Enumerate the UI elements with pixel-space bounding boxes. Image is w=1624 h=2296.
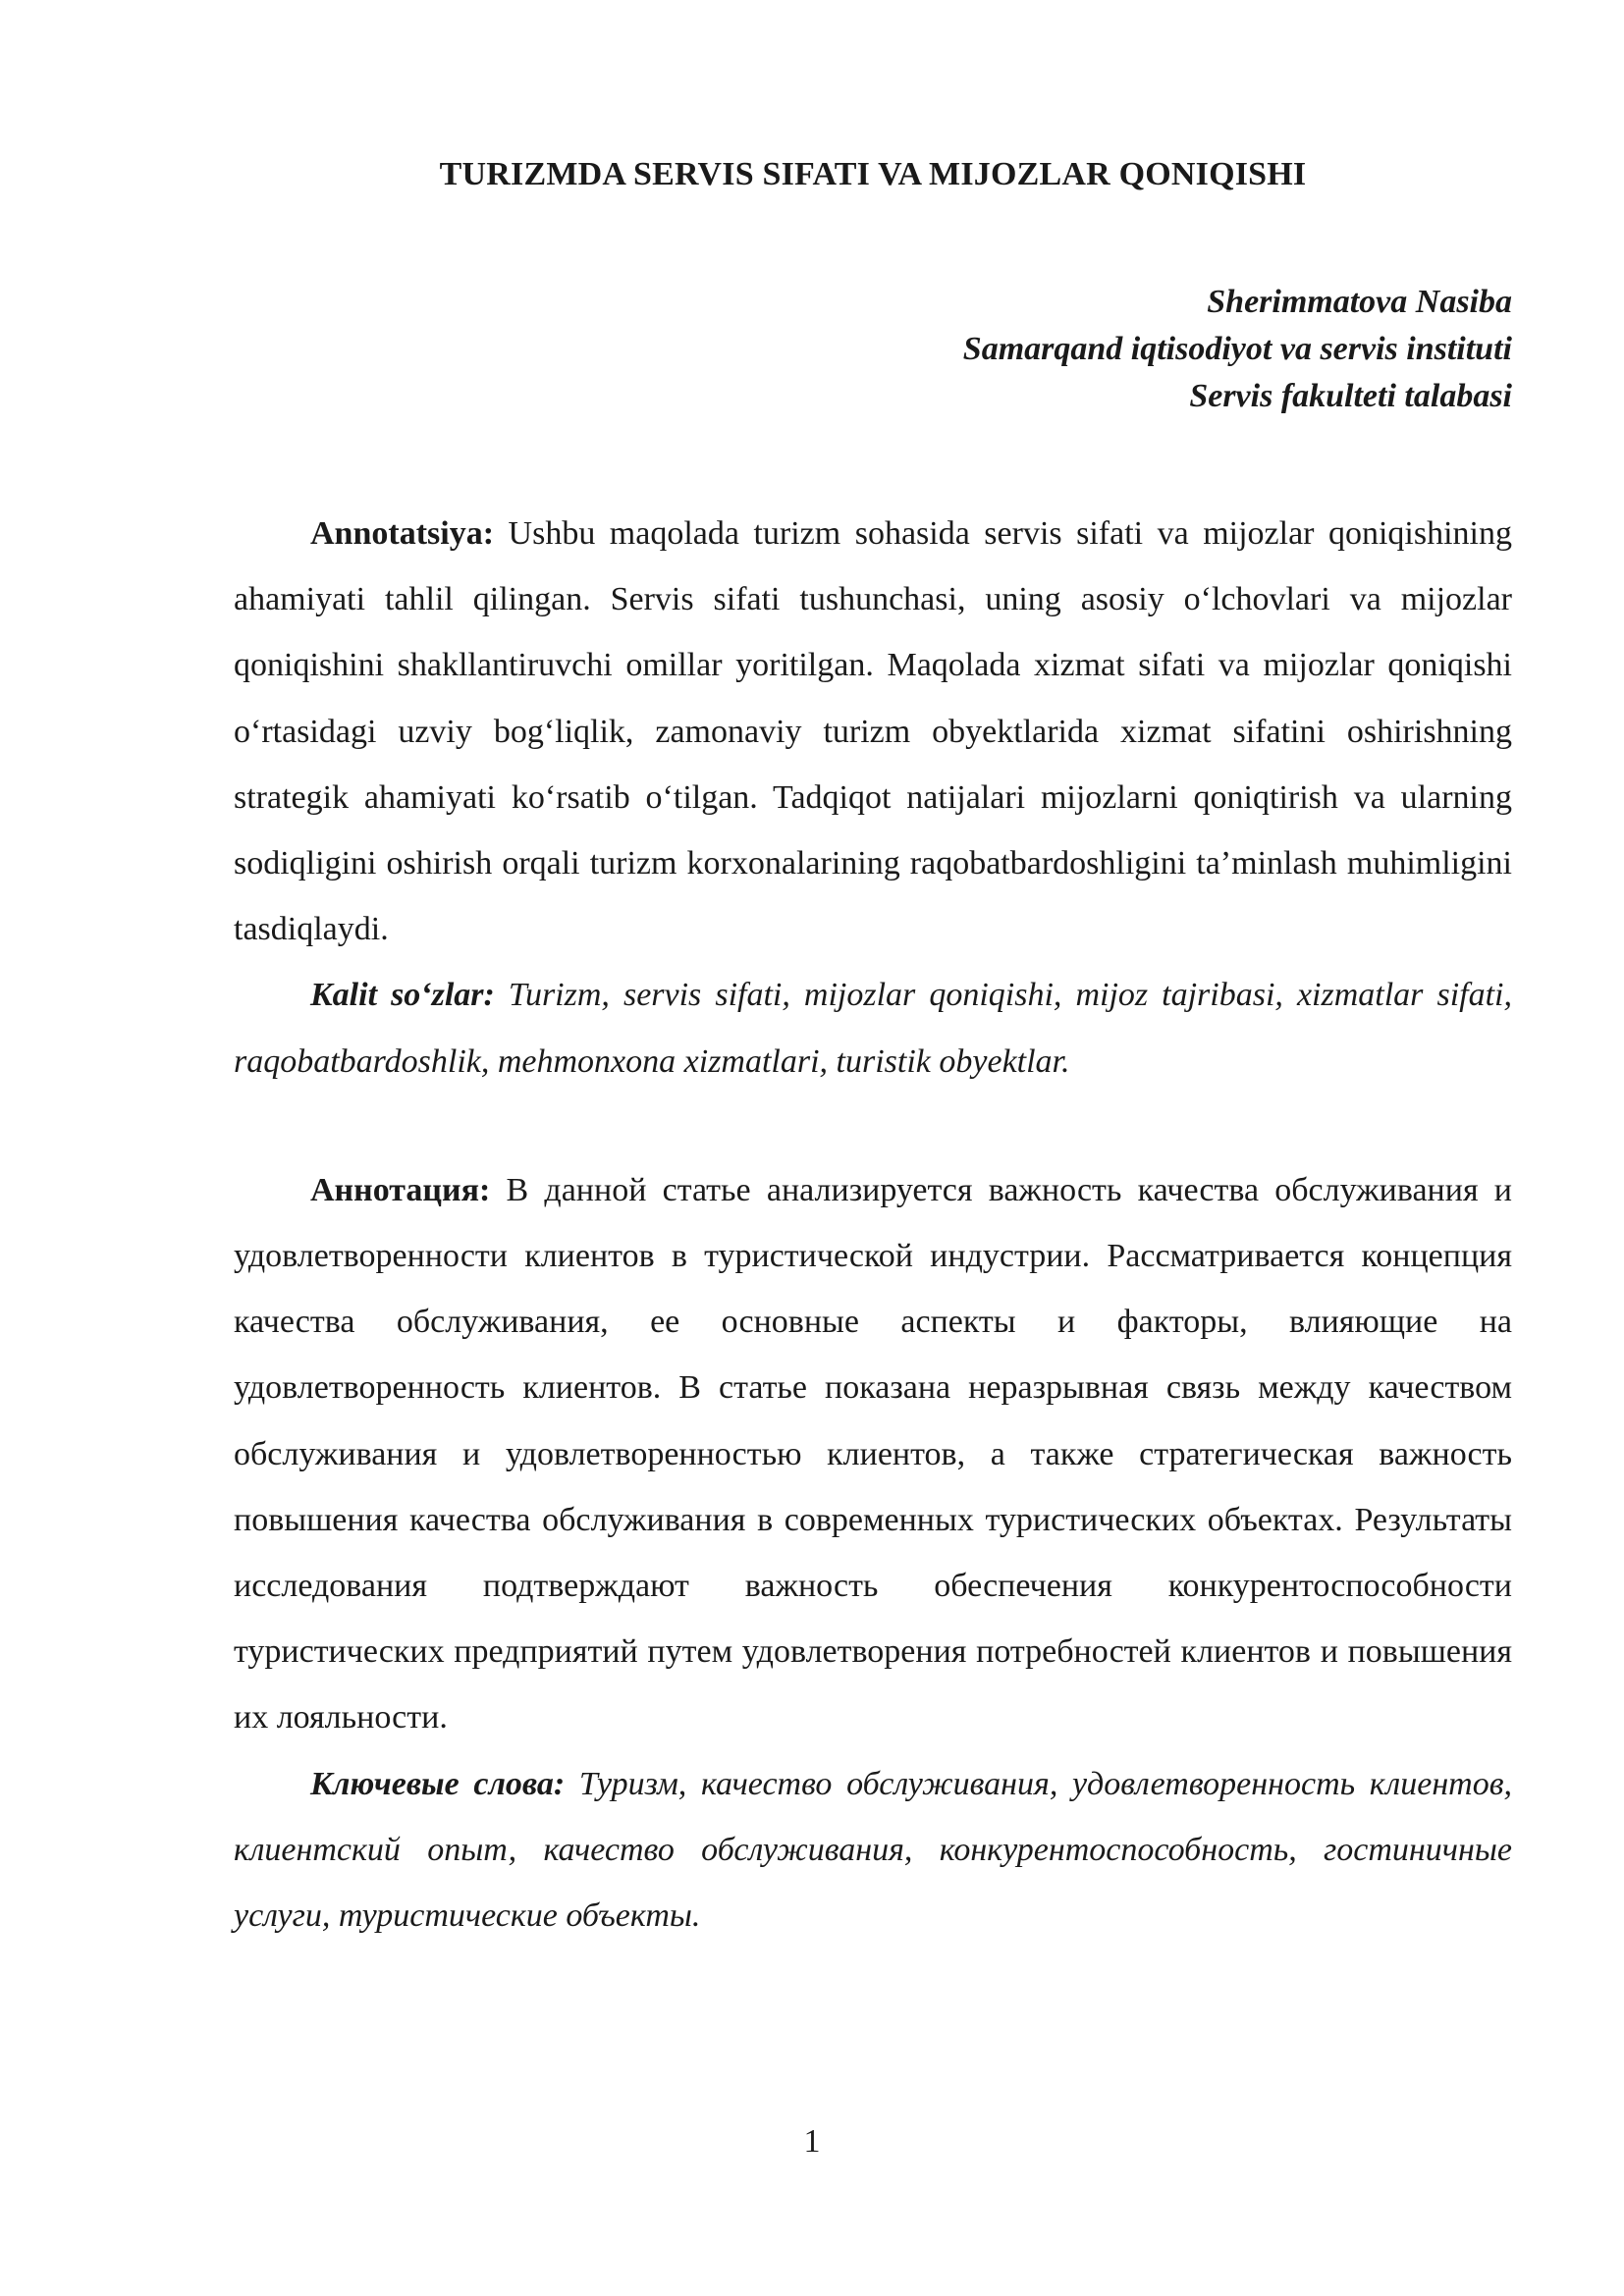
- author-faculty: Servis fakulteti talabasi: [1189, 378, 1512, 414]
- keywords-uz: [234, 962, 1512, 1094]
- annotation-uz-text: Ushbu maqolada turizm sohasida servis sifati va mijozlar qoniqishining ahamiyati tahlil qilingan. Servis sifati tushunchasi, uning asosiy o‘lchovlari va mijozlar qoniqishini shakllantiruvchi omillar yoritilgan. Maqolada xizmat sifati va mijozlar qoniqishi o‘rtasidagi uzviy bog‘liqlik, zamonaviy turizm obyektlarida xizmat sifatini oshirishning strategik ahamiyati ko‘rsatib o‘tilgan. Tadqiqot natijalari mijozlarni qoniqtirish va ularning sodiqligini oshirish orqali turizm korxonalarining raqobatbardoshligini ta’minlash muhimligini tasdiqlaydi.: [234, 515, 1512, 948]
- author-institution: Samarqand iqtisodiyot va servis instituti: [962, 331, 1512, 367]
- author-block: [234, 279, 1512, 420]
- keywords-ru-text: Туризм, качество обслуживания, удовлетворенность клиентов, клиентский опыт, качество обслуживания, конкурентоспособность, гостиничные услуги, туристические объекты.: [234, 1765, 1512, 1935]
- keywords-ru-label: Ключевые слова:: [310, 1765, 566, 1802]
- page-content: [234, 147, 1512, 1949]
- annotation-ru: [234, 1157, 1512, 1751]
- keywords-uz-text: Turizm, servis sifati, mijozlar qoniqishi, mijoz tajribasi, xizmatlar sifati, raqobatbardoshlik, mehmonxona xizmatlari, turistik obyektlar.: [234, 977, 1512, 1080]
- annotation-uz-label: Annotatsiya:: [310, 515, 495, 552]
- keywords-uz-label: Kalit so‘zlar:: [310, 977, 495, 1014]
- annotation-ru-label: Аннотация:: [310, 1171, 491, 1208]
- annotation-uz: [234, 501, 1512, 962]
- author-name: Sherimmatova Nasiba: [1207, 284, 1512, 320]
- annotation-ru-text: В данной статье анализируется важность качества обслуживания и удовлетворенности клиентов в туристической индустрии. Рассматривается концепция качества обслуживания, ее основные аспекты и факторы, влияющие на удовлетворенность клиентов. В статье показана неразрывная связь между качеством обслуживания и удовлетворенностью клиентов, а также стратегическая важность повышения качества обслуживания в современных туристических объектах. Результаты исследования подтверждают важность обеспечения конкурентоспособности туристических предприятий путем удовлетворения потребностей клиентов и повышения их лояльности.: [234, 1171, 1512, 1736]
- page-number: 1: [803, 2123, 821, 2160]
- paper-title: TURIZMDA SERVIS SIFATI VA MIJOZLAR QONIQISHI: [439, 156, 1307, 192]
- keywords-ru: [234, 1751, 1512, 1949]
